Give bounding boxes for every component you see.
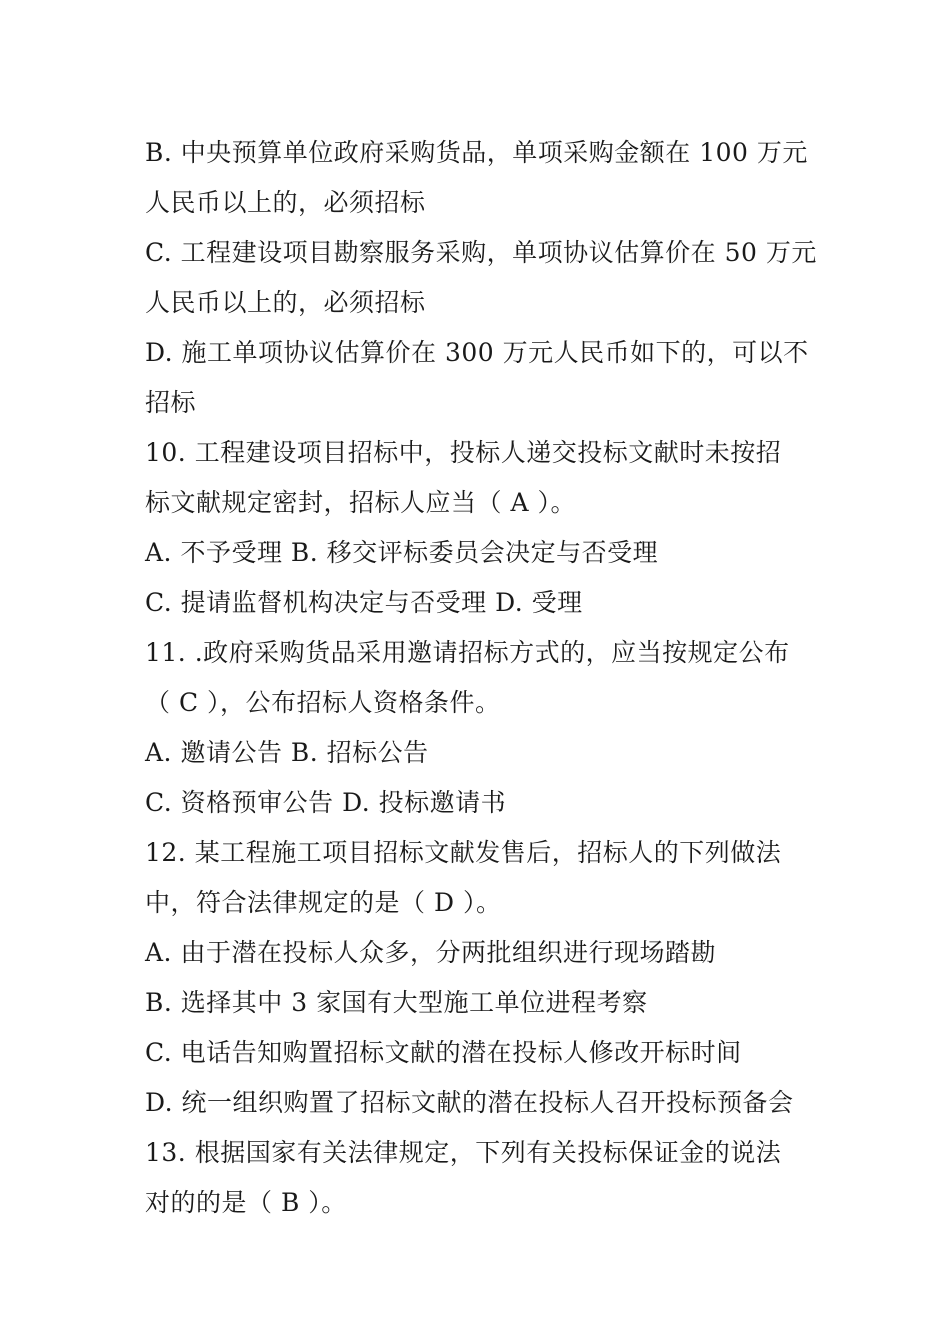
text-line: 标文献规定密封，招标人应当（ A ）。 — [145, 488, 576, 517]
text-line: D. 施工单项协议估算价在 300 万元人民币如下的，可以不 — [145, 338, 809, 367]
text-line: C. 工程建设项目勘察服务采购，单项协议估算价在 50 万元 — [145, 238, 817, 267]
text-line: 中，符合法律规定的是（ D ）。 — [145, 888, 502, 917]
question-10-line: 10. 工程建设项目招标中，投标人递交投标文献时未按招 — [145, 438, 782, 467]
options-line: A. 不予受理 B. 移交评标委员会决定与否受理 — [145, 538, 659, 567]
option-line: C. 电话告知购置招标文献的潜在投标人修改开标时间 — [145, 1038, 742, 1067]
text-line: 人民币以上的，必须招标 — [145, 188, 426, 217]
option-line: D. 统一组织购置了招标文献的潜在投标人召开投标预备会 — [145, 1088, 794, 1117]
question-13-line: 13. 根据国家有关法律规定，下列有关投标保证金的说法 — [145, 1138, 782, 1167]
options-line: A. 邀请公告 B. 招标公告 — [145, 738, 429, 767]
document-body — [145, 128, 825, 1228]
question-12-line: 12. 某工程施工项目招标文献发售后，招标人的下列做法 — [145, 838, 782, 867]
text-line: 招标 — [145, 388, 197, 417]
text-line: B. 中央预算单位政府采购货品，单项采购金额在 100 万元 — [145, 138, 808, 167]
options-line: C. 提请监督机构决定与否受理 D. 受理 — [145, 588, 583, 617]
option-line: B. 选择其中 3 家国有大型施工单位进程考察 — [145, 988, 648, 1017]
text-line: 对的的是（ B ）。 — [145, 1188, 347, 1217]
text-line: （ C ），公布招标人资格条件。 — [145, 688, 501, 717]
options-line: C. 资格预审公告 D. 投标邀请书 — [145, 788, 507, 817]
text-line: 人民币以上的，必须招标 — [145, 288, 426, 317]
option-line: A. 由于潜在投标人众多，分两批组织进行现场踏勘 — [145, 938, 716, 967]
question-11-line: 11. .政府采购货品采用邀请招标方式的，应当按规定公布 — [145, 638, 790, 667]
